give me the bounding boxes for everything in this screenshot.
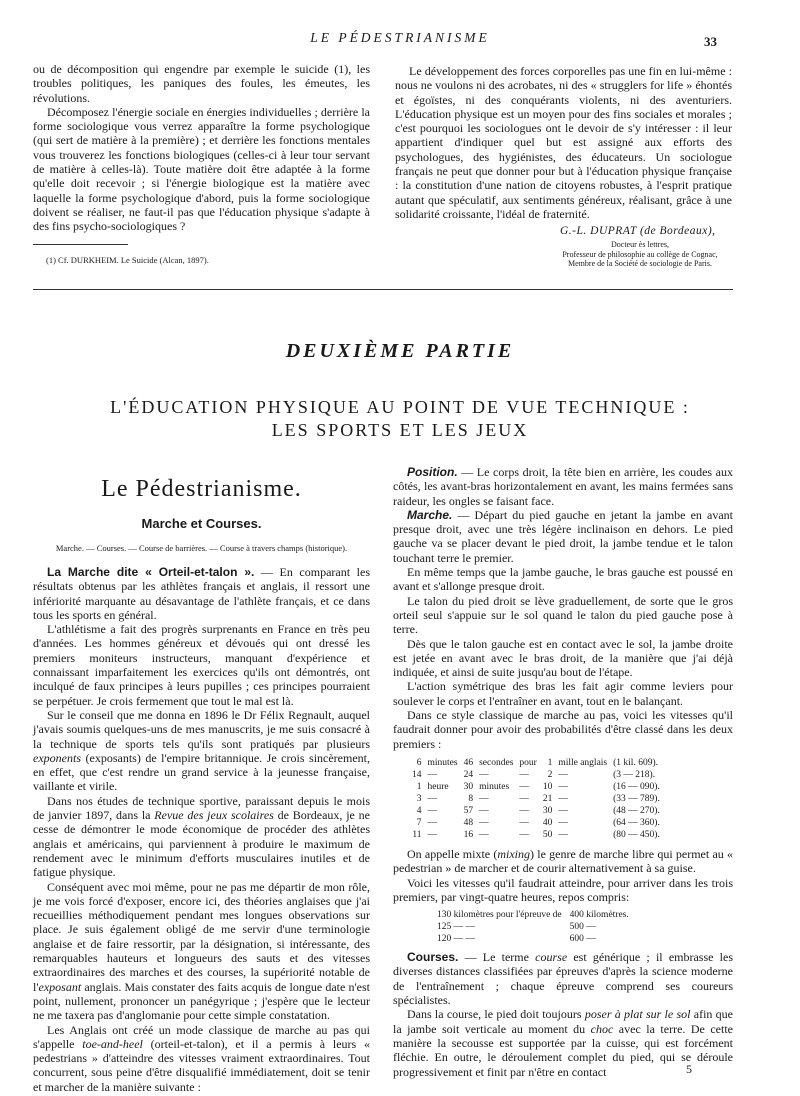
table-cell: — — [519, 817, 529, 828]
bottom-right-column — [393, 465, 733, 1079]
author-credentials — [540, 240, 740, 269]
paragraph: Le talon du pied droit se lève graduellement, de sorte que le gros orteil seul s'appuie sur le sol quand le talon du pied gauche pose à terre. — [393, 593, 733, 637]
text: de Bordeaux, je ne cesse de démontrer le mode économique de procéder des athlètes anglais et américains, qui parviennent à produire le maximum de rendement avec le minimum d'efforts musculaires inutiles et de fatigue physique. — [33, 808, 370, 880]
section-title-line: L'ÉDUCATION PHYSIQUE AU POINT DE VUE TECHNIQUE : — [110, 397, 690, 417]
text: exposant — [38, 979, 82, 994]
text: poser à plat sur le sol — [584, 1007, 691, 1022]
table-cell: — — [427, 829, 437, 840]
table-row — [433, 933, 633, 945]
table-cell: 21 — [542, 793, 553, 804]
text: Dans nos études de technique sportive, paraissant depuis le mois de janvier 1897, dans la — [33, 793, 370, 823]
table-cell: 40 — [542, 817, 553, 828]
table-cell: 16 — [463, 829, 474, 840]
text: exponents — [33, 750, 81, 765]
table-cell: — — [479, 793, 489, 804]
table-cell: 24 — [463, 769, 474, 780]
table-cell: — — [519, 805, 529, 816]
table-cell: 50 — [542, 829, 553, 840]
table-row — [409, 793, 663, 805]
author-signature: G.-L. DUPRAT (de Bordeaux), — [560, 225, 716, 237]
credential-line: Membre de la Société de sociologie de Paris. — [568, 259, 712, 268]
table-cell: 4 — [416, 805, 422, 816]
table-cell: (3 — 218). — [613, 769, 656, 780]
lead-heading: La Marche dite « Orteil-et-talon ». — [47, 565, 255, 579]
table-cell: — — [558, 769, 568, 780]
table-cell: — — [427, 817, 437, 828]
text: (exposants) de l'empire britannique. Je crois sincèrement, en effet, que c'est rendre un grand service à la jeunesse française, vaillante et virile. — [33, 750, 370, 794]
table-cell: 1 — [416, 781, 422, 792]
text: — Le corps droit, la tête bien en arrière, les coudes aux côtés, les avant-bras horizontalement en avant, les mains fermées sans raideur, les ongles se faisant face. — [393, 465, 733, 508]
table-cell: — — [479, 805, 489, 816]
text: mixing — [497, 846, 531, 861]
table-cell: — — [558, 793, 568, 804]
paragraph: L'action symétrique des bras les fait agir comme leviers pour soulever le corps et l'entraîner en avant, tout en le balançant. — [393, 679, 733, 708]
table-cell: (16 — 090). — [613, 781, 660, 792]
subheading: Courses. — [407, 950, 459, 965]
text: avec la terre. De cette manière la secousse est supportée par la cuisse, qui est forcément fléchie. En outre, le déroulement complet du pied, qui se déroule progressivement et finit par n'être en contact — [393, 1021, 733, 1079]
running-title: LE PÉDESTRIANISME — [310, 30, 490, 45]
subheading: Position. — [407, 465, 458, 479]
table-cell: 1 — [547, 757, 553, 768]
part-title: DEUXIÈME PARTIE — [285, 340, 515, 362]
table-cell: 8 — [468, 793, 474, 804]
table-cell: — — [558, 805, 568, 816]
paragraph: Voici les vitesses qu'il faudrait atteindre, pour arriver dans les trois premiers, par vingt-quatre heures, repos compris: — [393, 875, 733, 904]
table-cell: — — [519, 793, 529, 804]
table-cell: 2 — [547, 769, 553, 780]
text: choc — [590, 1021, 614, 1036]
table-cell: — — [479, 829, 489, 840]
text: (orteil-et-talon), et il a permis à leurs « pedestrians » d'atteindre des vitesses vraiment extraordinaires. Tout concurrent, sous peine d'être disqualifié immédiatement, doit se tenir et marcher de la manière suivante : — [33, 1036, 370, 1094]
table-cell: — — [479, 769, 489, 780]
distance-table — [433, 909, 633, 945]
article-subtitle: Marche et Courses. — [141, 516, 262, 531]
article-summary: Marche. — Courses. — Course de barrières. — Course à travers champs (historique). — [55, 543, 348, 553]
paragraph: En même temps que la jambe gauche, le bras gauche est poussé en avant et s'allonge presque droit. — [393, 565, 733, 594]
table-row — [409, 769, 663, 781]
paragraph: Décomposez l'énergie sociale en énergies individuelles ; derrière la forme sociologique vous verrez apparaître la forme psychologique (qui sert de matière à la première) ; et derrière les fonctions mentales vous trouverez les fonctions biologiques (celles-ci à leur tour servant de matière à celles-là). Toute matière doit être adaptée à la forme qu'elle doit recevoir ; si l'énergie biologique est la matière avec laquelle la forme psychologique d'abord, puis la forme sociologique doivent se réaliser, ne faut-il pas que l'éducation physique s'adapte à des fins psycho-sociologiques ? — [33, 104, 370, 234]
text: Les Anglais ont créé un mode classique de marche au pas qui s'appelle — [33, 1022, 370, 1051]
text: toe-and-heel — [82, 1036, 143, 1051]
table-cell: minutes — [479, 781, 510, 792]
table-cell: (48 — 270). — [613, 805, 660, 816]
table-cell: — — [427, 769, 437, 780]
table-cell: 10 — [542, 781, 553, 792]
table-cell: 3 — [416, 793, 422, 804]
table-cell: 30 — [542, 805, 553, 816]
text: Dans la course, le pied doit toujours — [407, 1007, 585, 1022]
text: course — [535, 950, 568, 965]
paragraph: ou de décomposition qui engendre par exemple le suicide (1), les troubles politiques, les paniques des foules, les émeutes, les révolutions. — [33, 62, 370, 105]
table-cell: 6 — [416, 757, 422, 768]
table-cell: — — [519, 781, 529, 792]
table-row — [433, 909, 633, 921]
text: Sur le conseil que me donna en 1896 le Dr Félix Regnault, auquel j'avais soumis quelques-uns de mes manuscrits, je me suis consacré à la technique de sports tels qu'ils sont pratiqués par plusieurs — [33, 707, 370, 751]
credential-line: Docteur ès lettres, — [611, 240, 669, 249]
table-cell: (1 kil. 609). — [613, 757, 658, 768]
speed-table — [409, 757, 663, 841]
table-cell: (33 — 789). — [613, 793, 660, 804]
table-cell: 130 kilomètres pour l'épreuve de — [437, 910, 562, 921]
text: ) le genre de marche libre qui permet au « pedestrian » de marcher et de courir alternativement à sa guise. — [393, 846, 734, 876]
table-cell: (80 — 450). — [613, 829, 660, 840]
table-cell: 57 — [463, 805, 474, 816]
paragraph: Dans ce style classique de marche au pas, voici les vitesses qu'il faudrait donner pour avoir des probabilités d'être classé dans les deux premiers : — [393, 708, 733, 751]
table-row — [409, 805, 663, 817]
paragraph: L'athlétisme a fait des progrès surprenants en France en très peu d'années. Les hommes généreux et dévoués qui ont dressé les premiers moniteurs instructeurs, manquant d'expérience et connaissant imparfaitement les exercices qu'ils ont démontrés, ont inculqué de faux principes à leurs pupilles ; ces principes pourraient se perpétuer. Je crois fermement que tout le mal est là. — [33, 622, 370, 708]
table-cell: secondes — [479, 757, 514, 768]
table-cell: 125 — — — [437, 922, 475, 933]
table-row — [409, 817, 663, 829]
table-cell: — — [479, 817, 489, 828]
table-cell: — — [558, 817, 568, 828]
table-cell: — — [427, 805, 437, 816]
paragraph: Le développement des forces corporelles pas une fin en lui-même : nous ne voulons ni des acrobates, ni des « strugglers for life » éhontés et égoïstes, ni des conquérants violents, ni des aventuriers. L'éducation physique est un moyen pour des fins sociales et morales ; c'est pourquoi les sociologues ont le devoir de s'y intéresser : il leur appartient d'indiquer quel but est assigné aux efforts des psychologues, des hygiénistes, des éducateurs. Un sociologue français ne peut que donner pour but à l'éducation physique française : la constitution d'une nation de citoyens robustes, à l'esprit pratique autant que spéculatif, aux sentiments généreux, réalisant, grâce à une solidarité croissante, l'idéal de fraternité. — [395, 64, 732, 221]
table-cell: minutes — [427, 757, 458, 768]
page-number: 33 — [704, 34, 717, 49]
text: est générique ; il embrasse les diverses distances classifiées par épreuves d'après la science moderne de l'entraînement ; chaque épreuve comprend ses coureurs spécialistes. — [393, 950, 733, 1008]
paragraph: Dès que le talon gauche est en contact avec le sol, la jambe droite est jetée en avant avec le bras droit, de la manière que j'ai déjà indiquée, et ainsi de suite jusqu'au bout de l'étape. — [393, 636, 733, 680]
table-cell: 500 — — [569, 922, 596, 933]
text: afin que la jambe soit verticale au moment du — [393, 1007, 734, 1036]
table-cell: — — [558, 781, 568, 792]
section-divider — [33, 289, 733, 290]
top-right-column — [395, 64, 732, 221]
table-cell: 30 — [463, 781, 474, 792]
table-cell: 14 — [412, 769, 422, 780]
table-row — [409, 829, 663, 841]
table-cell: mille anglais — [558, 757, 608, 768]
subheading: Marche. — [407, 507, 453, 522]
table-cell: — — [519, 769, 529, 780]
footnote: (1) Cf. DURKHEIM. Le Suicide (Alcan, 1897). — [46, 255, 209, 265]
footnote-rule — [33, 244, 128, 245]
table-cell: 7 — [416, 817, 422, 828]
text: Revue des jeux scolaires — [154, 808, 274, 823]
table-cell: (64 — 360). — [613, 817, 660, 828]
section-title — [0, 396, 800, 442]
text: — Départ du pied gauche en jetant la jambe en avant presque droit, avec une très légère inclinaison en dehors. Le pied gauche va se placer devant le pied droit, la jambe tendue et le talon touchant terre le premier. — [393, 507, 733, 565]
table-row — [409, 757, 663, 769]
bottom-left-column — [33, 565, 370, 1094]
credential-line: Professeur de philosophie au collège de Cognac, — [562, 249, 718, 259]
table-row — [433, 921, 633, 933]
table-cell: — — [427, 793, 437, 804]
table-cell: 600 — — [569, 934, 596, 945]
section-title-line: LES SPORTS ET LES JEUX — [271, 420, 529, 440]
table-row — [409, 781, 663, 793]
table-cell: 11 — [412, 829, 422, 840]
table-cell: 120 — — — [437, 934, 475, 945]
table-cell: 48 — [463, 817, 474, 828]
text: Conséquent avec moi même, pour ne pas me départir de mon rôle, je me vois forcé d'exposer, encore ici, des théories anglaises que j'ai recueillies méthodiquement pendant mes longues observations sur place. Je suis également obligé de me servir d'une terminologie anglaise et de faire ressortir, par la désignation, si intéressante, des remarquables hauteurs et longueurs des sauts et des vitesses extraordinaires des marches et des courses, la supériorité notable de l' — [33, 879, 370, 994]
article-title: Le Pédestrianisme. — [101, 476, 302, 502]
table-cell: pour — [519, 757, 537, 768]
table-cell: — — [519, 829, 529, 840]
table-cell: 400 kilomètres. — [569, 910, 629, 921]
text: — En comparant les résultats obtenus par les athlètes français et anglais, il ressort une infériorité marquante au désavantage de l'athlète français, et ce dans tous les sports en général. — [33, 565, 370, 622]
table-cell: 46 — [463, 757, 474, 768]
text: anglais. Mais constater des faits acquis de longue date n'est point, nullement, prononcer un panégyrique ; j'espère que le lecteur ne me taxera pas d'anglomanie pour cette simple constatation. — [33, 979, 370, 1023]
text: On appelle mixte ( — [407, 846, 498, 861]
table-cell: — — [558, 829, 568, 840]
text: — Le terme — [458, 950, 536, 965]
signature-mark: 5 — [686, 1062, 692, 1076]
table-cell: heure — [427, 781, 449, 792]
top-left-column — [33, 62, 370, 234]
